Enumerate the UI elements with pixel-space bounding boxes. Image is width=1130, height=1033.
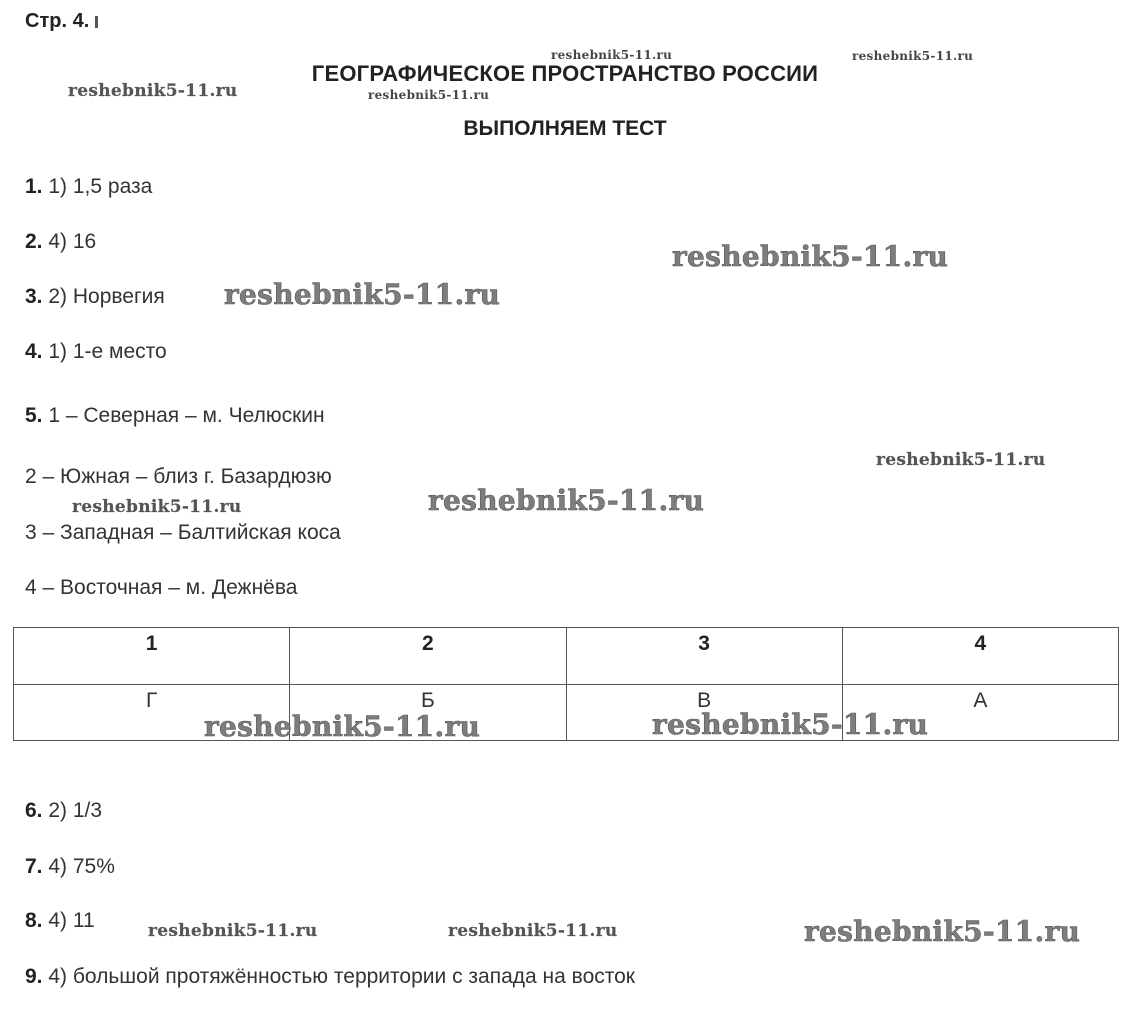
watermark: reshebnik5-11.ru [204, 710, 481, 743]
answer-text: 4) 75% [42, 855, 115, 878]
watermark: reshebnik5-11.ru [804, 915, 1081, 948]
answer-text: 1) 1,5 раза [42, 175, 153, 198]
answer-5-line-3: 3 – Западная – Балтийская коса [25, 521, 341, 544]
answer-6 [25, 799, 102, 823]
answer-1 [25, 175, 152, 199]
table-header-row [14, 628, 1119, 685]
table-header-cell: 4 [842, 628, 1118, 685]
answer-5-line-4: 4 – Восточная – м. Дежнёва [25, 576, 298, 599]
answer-5-line-2: 2 – Южная – близ г. Базардюзю [25, 465, 332, 488]
watermark: reshebnik5-11.ru [672, 240, 949, 273]
answer-number: 1. [25, 175, 43, 198]
watermark: reshebnik5-11.ru [876, 450, 1046, 470]
answer-4 [25, 340, 167, 364]
page-reference [25, 10, 98, 33]
answer-number: 8. [25, 909, 43, 932]
answer-text: 4) 16 [42, 230, 97, 253]
answer-number: 6. [25, 799, 43, 822]
table-cell: А [842, 685, 1118, 741]
answer-number: 7. [25, 855, 43, 878]
answer-7 [25, 855, 115, 879]
answer-text: 1 – Северная – м. Челюскин [42, 404, 325, 427]
page-title: ГЕОГРАФИЧЕСКОЕ ПРОСТРАНСТВО РОССИИ [311, 61, 819, 86]
watermark: reshebnik5-11.ru [428, 484, 705, 517]
table-header-cell: 2 [290, 628, 566, 685]
answer-number: 9. [25, 965, 43, 988]
watermark: reshebnik5-11.ru [852, 49, 974, 63]
page-subtitle: ВЫПОЛНЯЕМ ТЕСТ [463, 117, 667, 140]
table-header-cell: 3 [566, 628, 842, 685]
table-cell: В [566, 685, 842, 741]
watermark: reshebnik5-11.ru [652, 708, 929, 741]
answer-2 [25, 230, 96, 254]
watermark: reshebnik5-11.ru [551, 48, 673, 62]
watermark: reshebnik5-11.ru [68, 81, 238, 101]
answer-text: 1) 1-е место [42, 340, 167, 363]
answer-text: 2) Норвегия [42, 285, 165, 308]
page-reference-text: Стр. 4. [25, 10, 90, 32]
answer-text: 4) 11 [42, 909, 95, 932]
answer-5 [25, 404, 325, 428]
watermark: reshebnik5-11.ru [72, 497, 242, 517]
table-cell: Б [290, 685, 566, 741]
answer-number: 2. [25, 230, 43, 253]
answer-text: 2) 1/3 [42, 799, 103, 822]
table-cell: Г [14, 685, 290, 741]
answer-8 [25, 909, 95, 933]
watermark: reshebnik5-11.ru [368, 88, 490, 102]
watermark: reshebnik5-11.ru [448, 921, 618, 941]
answer-number: 4. [25, 340, 43, 363]
answer-3 [25, 285, 165, 309]
table-row [14, 685, 1119, 741]
watermark: reshebnik5-11.ru [224, 278, 501, 311]
watermark: reshebnik5-11.ru [148, 921, 318, 941]
answer-text: 4) большой протяжённостью территории с запада на восток [42, 965, 635, 988]
answer-number: 5. [25, 404, 43, 427]
answer-table [13, 627, 1119, 741]
table-header-cell: 1 [14, 628, 290, 685]
answer-number: 3. [25, 285, 43, 308]
answer-9 [25, 965, 635, 989]
cut-mark [95, 16, 98, 28]
